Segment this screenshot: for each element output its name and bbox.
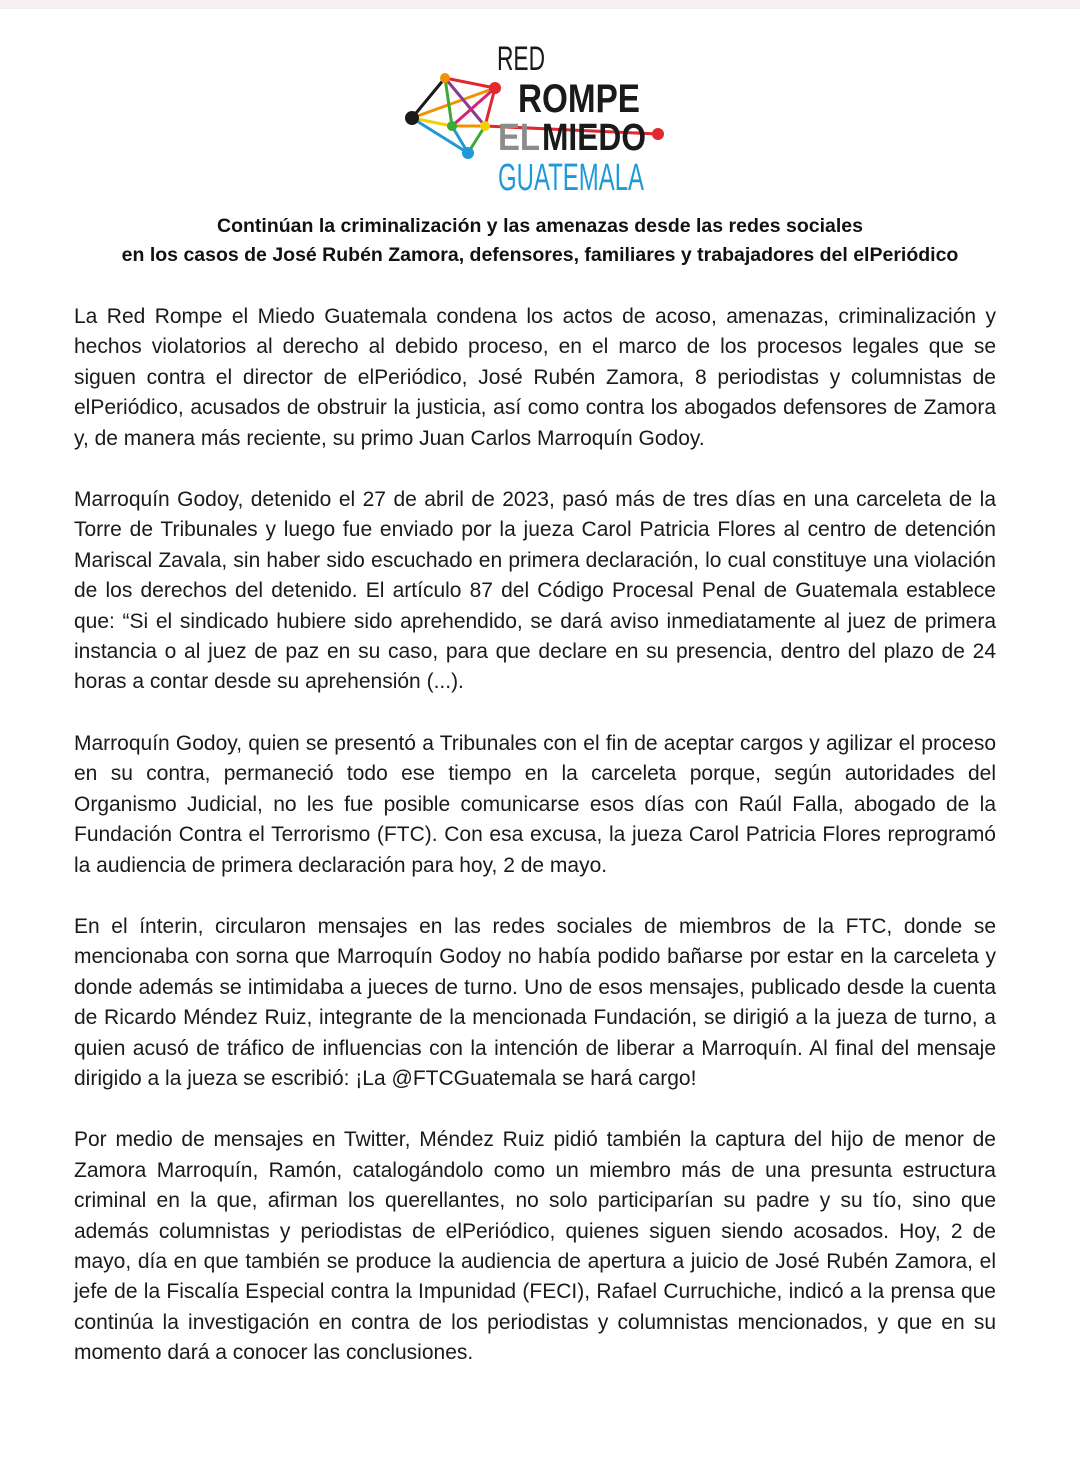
logo-word-guatemala: GUATEMALA [498,157,645,199]
paragraph-5: Por medio de mensajes en Twitter, Méndez Ruiz pidió también la captura del hijo de menor de Zamora Marroquín, Ramón, catalogándolo como un miembro más de una presunta estructura criminal en la que, afirman los querellantes, no solo participarían su padre y su tío, sino que además columnistas y periodistas de elPeriódico, quienes siguen siendo acosados. Hoy, 2 de mayo, día en que también se produce la audiencia de apertura a juicio de José Rubén Zamora, el jefe de la Fiscalía Especial contra la Impunidad (FECI), Rafael Curruchiche, indicó a la prensa que continúa la investigación en contra de los periodistas y columnistas mencionados, y que en su momento dará a conocer las conclusiones. [74,1128,996,1365]
title-line-2: en los casos de José Rubén Zamora, defensores, familiares y trabajadores del elPeriódico [121,244,959,266]
node-red [489,82,501,94]
node-blue [462,147,474,159]
red-rompe-el-miedo-logo [400,38,680,198]
paragraph-2: Marroquín Godoy, detenido el 27 de abril de 2023, pasó más de tres días en una carceleta de la Torre de Tribunales y luego fue enviado por la jueza Carol Patricia Flores al centro de detención Mariscal Zavala, sin haber sido escuchado en primera declaración, lo cual constituye una violación de los derechos del detenido. El artículo 87 del Código Procesal Penal de Guatemala establece que: “Si el sindicado hubiere sido aprehendido, se dará aviso inmediatamente al juez de primera instancia o al juez de paz en su caso, para que declare en su presencia, dentro del plazo de 24 horas a contar desde su aprehensión (...). [74,488,996,694]
document-title [40,212,1040,270]
paragraph-1: La Red Rompe el Miedo Guatemala condena los actos de acoso, amenazas, criminalización y hechos violatorios al derecho al debido proceso, en el marco de los procesos legales que se siguen contra el director de elPeriódico, José Rubén Zamora, 8 periodistas y columnistas de elPeriódico, acusados de obstruir la justicia, así como contra los abogados defensores de Zamora y, de manera más reciente, su primo Juan Carlos Marroquín Godoy. [74,305,996,450]
node-green [447,121,457,131]
node-orange [440,73,450,83]
document-body [74,302,996,1400]
paragraph-4: En el ínterin, circularon mensajes en las redes sociales de miembros de la FTC, donde se mencionaba con sorna que Marroquín Godoy no había podido bañarse por estar en la carceleta y donde además se intimidaba a jueces de turno. Uno de esos mensajes, publicado desde la cuenta de Ricardo Méndez Ruiz, integrante de la mencionada Fundación, se dirigió a la jueza de turno, a quien acusó de tráfico de influencias con la intención de liberar a Marroquín. Al final del mensaje dirigido a la jueza se escribió: ¡La @FTCGuatemala se hará cargo! [74,914,996,1090]
top-strip [0,0,1080,9]
node-yellow [480,121,490,131]
logo-word-rompe: ROMPE [518,77,640,121]
logo-word-el: EL [498,117,540,159]
node-red-end [652,128,664,140]
logo-word-miedo: MIEDO [542,117,646,159]
logo-word-red: RED [497,40,545,78]
title-line-1: Continúan la criminalización y las amenazas desde las redes sociales [217,215,863,237]
node-black [405,111,419,125]
paragraph-3: Marroquín Godoy, quien se presentó a Tribunales con el fin de aceptar cargos y agilizar el proceso en su contra, permaneció todo ese tiempo en la carceleta porque, según autoridades del Organismo Judicial, no les fue posible comunicarse esos días con Raúl Falla, abogado de la Fundación Contra el Terrorismo (FTC). Con esa excusa, la jueza Carol Patricia Flores reprogramó la audiencia de primera declaración para hoy, 2 de mayo. [74,731,996,877]
